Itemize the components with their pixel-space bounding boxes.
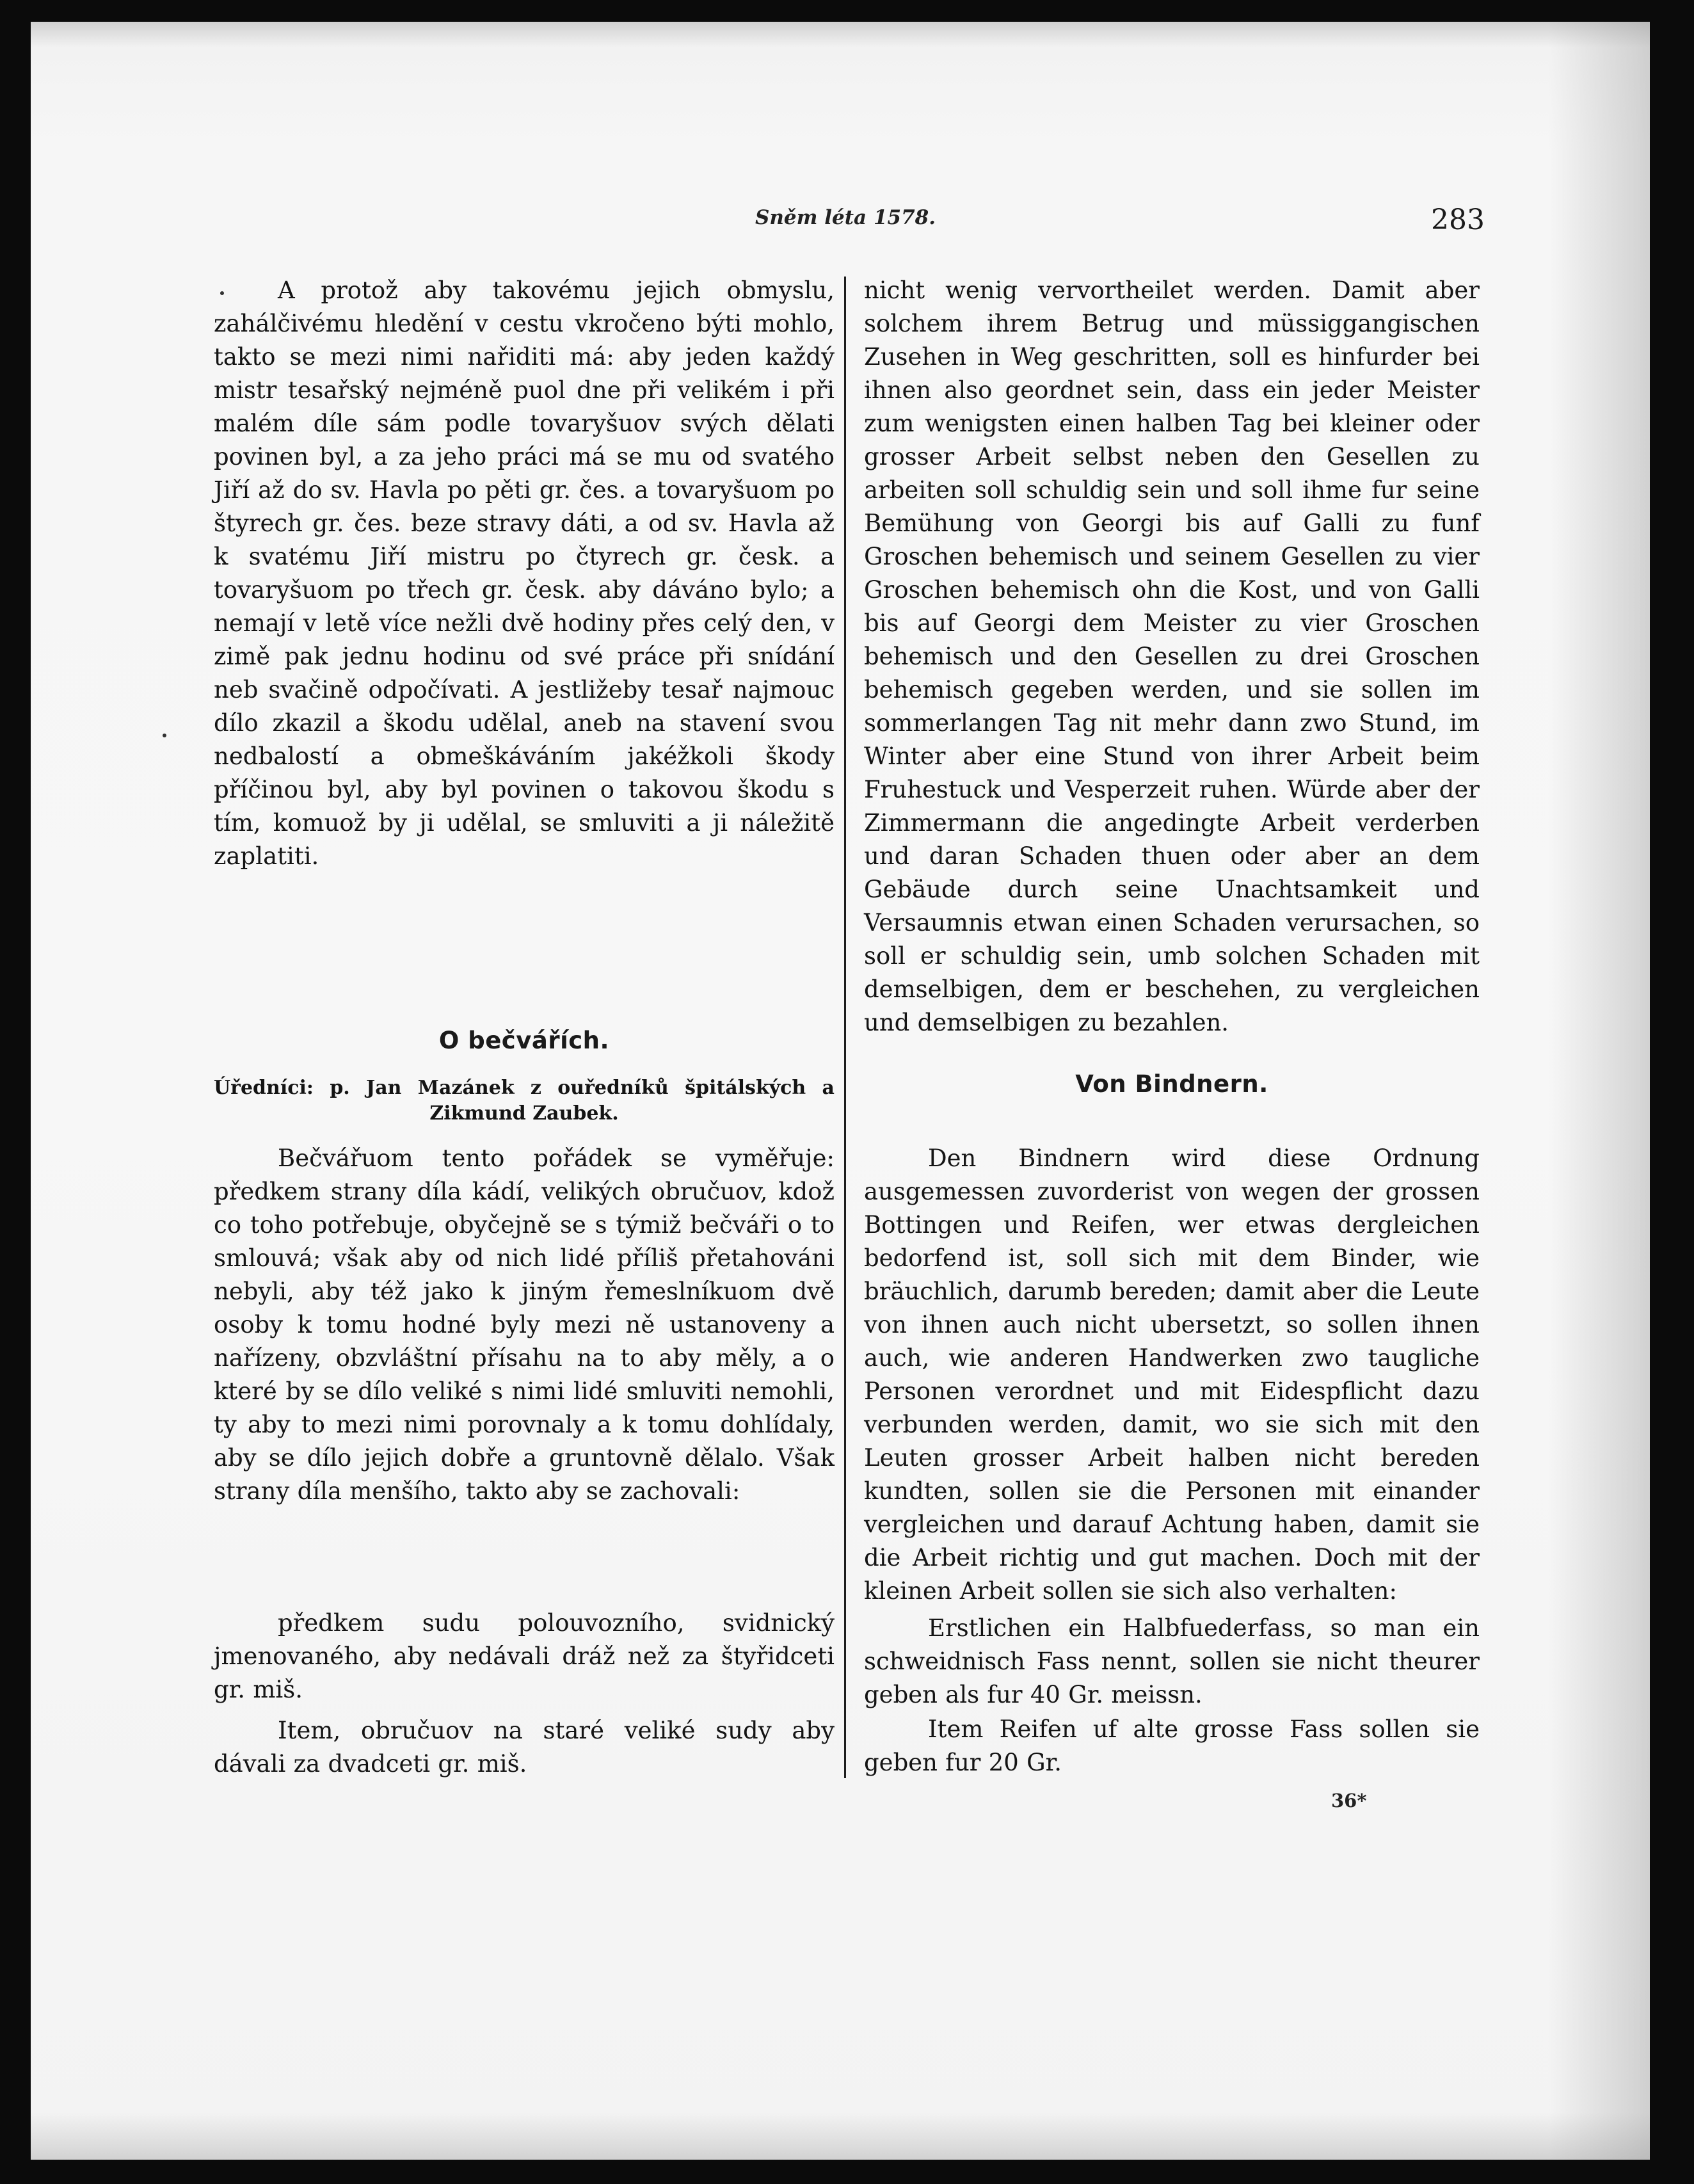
right-paragraph-1: Den Bindnern wird diese Ordnung ausgemessen zuvorderist von wegen der grossen Bottingen und Reifen, wer etwas dergleichen bedorfend ist, soll sich mit dem Binder, wie bräuchlich, darumb bereden; damit aber die Leute von ihnen auch nicht ubersetzt, so sollen ihnen auch, wie anderen Handwerken zwo taugliche Personen verordnet und mit Eidespflicht dazu verbunden werden, damit, wo sie sich mit den Leuten grosser Arbeit halben nicht bereden kundten, sollen sie die Personen mit einander vergleichen und darauf Achtung haben, damit sie die Arbeit richtig und gut machen. Doch mit der kleinen Arbeit sollen sie sich also verhalten: <box>864 1144 1480 1605</box>
column-divider <box>844 277 846 1778</box>
officials-line <box>214 1075 835 1127</box>
signature-mark: 36* <box>1331 1790 1367 1811</box>
left-paragraph-3: Item, obručuov na staré veliké sudy aby dávali za dvadceti gr. miš. <box>214 1717 835 1778</box>
right-paragraph-2: Erstlichen ein Halbfuederfass, so man ein schweidnisch Fass nennt, sollen sie nicht theurer geben als fur 40 Gr. meissn. <box>864 1614 1480 1708</box>
right-section-heading: Von Bindnern. <box>1075 1070 1268 1098</box>
right-intro-paragraph: nicht wenig vervortheilet werden. Damit aber solchem ihrem Betrug und müssiggangischen Zusehen in Weg geschritten, soll es hinfurder bei ihnen also geordnet sein, dass ein jeder Meister zum wenigsten einen halben Tag bei kleiner oder grosser Arbeit selbst neben den Gesellen zu arbeiten soll schuldig sein und soll ihme fur seine Bemühung von Georgi bis auf Galli zu funf Groschen behemisch und seinem Gesellen zu vier Groschen behemisch ohn die Kost, und von Galli bis auf Georgi dem Meister zu vier Groschen behemisch und den Gesellen zu drei Groschen behemisch gegeben werden, und sie sollen im sommerlangen Tag nit mehr dann zwo Stund, im Winter aber eine Stund von ihrer Arbeit beim Fruhestuck und Vesperzeit ruhen. Würde aber der Zimmermann die angedingte Arbeit verderben und daran Schaden thuen oder aber an dem Gebäude durch seine Unachtsamkeit und Versaumnis etwan einen Schaden verursachen, so soll er schuldig sein, umb solchen Schaden mit demselbigen, dem er beschehen, zu vergleichen und demselbigen zu bezahlen. <box>864 277 1480 1036</box>
page-shadow-bottom <box>31 2112 1650 2160</box>
left-section-heading: O bečvářích. <box>438 1027 610 1054</box>
left-intro-paragraph: A protož aby takovému jejich obmyslu, zahálčivému hledění v cestu vkročeno býti mohlo, takto se mezi nimi nařiditi má: aby jeden každý mistr tesařský nejméně puol dne při velikém i při malém díle sám podle tovaryšuov svých dělati povinen byl, a za jeho práci má se mu od svatého Jiří až do sv. Havla po pěti gr. čes. a tovaryšuom po štyrech gr. čes. beze stravy dáti, a od sv. Havla až k svatému Jiří mistru po čtyrech gr. česk. a tovaryšuom po třech gr. česk. aby dáváno bylo; a nemají v letě více nežli dvě hodiny přes celý den, v zimě pak jednu hodinu od své práce při snídání neb svačině odpočívati. A jestližeby tesař najmouc dílo zkazil a škodu udělal, aneb na stavení svou nedbalostí a obmeškáváním jakéžkoli škody příčinou byl, aby byl povinen o takovou škodu s tím, komuož by ji udělal, se smluviti a ji náležitě zaplatiti. <box>214 277 835 870</box>
page-shadow-top <box>31 22 1650 47</box>
right-paragraph-3: Item Reifen uf alte grosse Fass sollen sie geben fur 20 Gr. <box>864 1715 1480 1776</box>
print-speck <box>220 291 224 295</box>
print-speck <box>163 734 166 737</box>
officials-label: Úředníci: <box>214 1077 314 1099</box>
officials-text: p. Jan Mazánek z ouředníků špitálských a Zikmund Zaubek. <box>330 1077 835 1125</box>
running-title: Sněm léta 1578. <box>755 206 936 229</box>
page-shadow-right <box>1549 22 1650 2160</box>
left-paragraph-2: předkem sudu polouvozního, svidnický jmenovaného, aby nedávali dráž než za štyřidceti gr. miš. <box>214 1609 835 1703</box>
left-paragraph-1: Bečvářuom tento pořádek se vyměřuje: předkem strany díla kádí, velikých obručuov, kdož co toho potřebuje, obyčejně se s týmiž bečváři o to smlouvá; však aby od nich lidé příliš přetahováni nebyli, aby též jako k jiným řemeslníkuom dvě osoby k tomu hodné byly mezi ně ustanoveny a nařízeny, obzvláštní přísahu na to aby měly, a o které by se dílo veliké s nimi lidé smluviti nemohli, ty aby to mezi nimi porovnaly a k tomu dohlídaly, aby se dílo jejich dobře a gruntovně dělalo. Však strany díla menšího, takto aby se zachovali: <box>214 1144 835 1505</box>
page-number: 283 <box>1431 204 1485 236</box>
